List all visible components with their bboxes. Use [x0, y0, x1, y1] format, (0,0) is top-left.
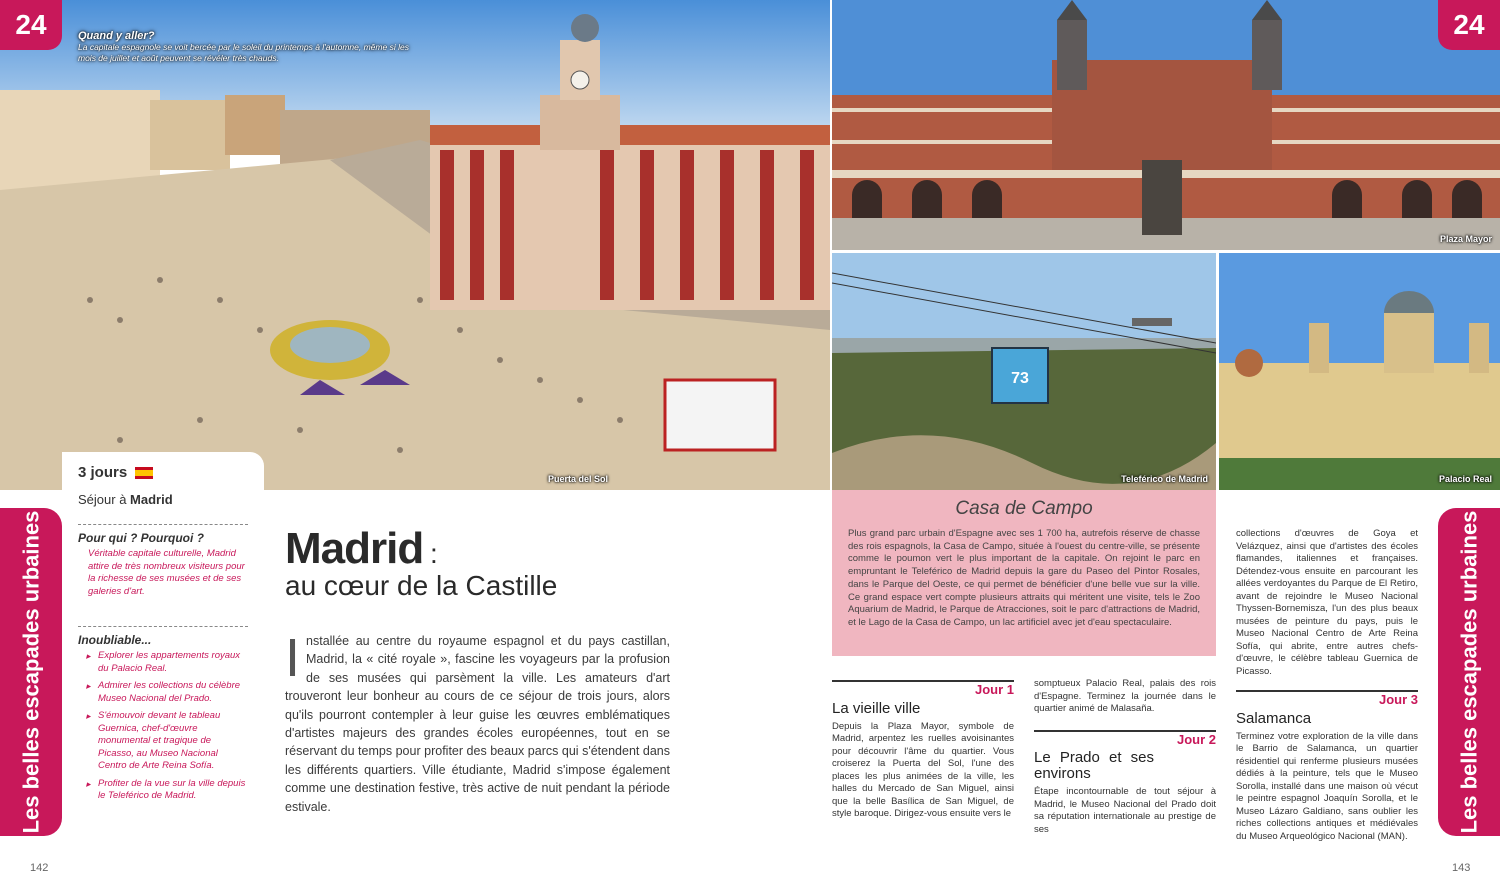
drop-cap: I — [285, 628, 301, 688]
list-item: ▸ Admirer les collections du célèbre Museo Nacional del Prado. — [78, 680, 248, 705]
divider — [78, 524, 248, 525]
trip-subtitle-city: Madrid — [130, 492, 173, 507]
page-title — [285, 524, 685, 574]
trip-duration-label: 3 jours — [78, 464, 128, 481]
day2-label: Jour 2 — [1034, 730, 1216, 747]
for-whom-text: Véritable capitale culturelle, Madrid attire de très nombreux visiteurs pour la richesse de ses musées et de ses galeries d'art. — [88, 548, 245, 597]
when-to-go-title: Quand y aller? — [78, 30, 155, 42]
article-title — [285, 524, 685, 602]
photo-palacio-real — [1219, 253, 1500, 490]
day2-title: Le Prado et ses environs — [1034, 749, 1154, 782]
trip-subtitle-prefix: Séjour à — [78, 492, 131, 507]
day1-label: Jour 1 — [832, 680, 1014, 697]
trip-subtitle — [78, 492, 173, 507]
photo-teleferico — [832, 253, 1216, 490]
photo-plaza-mayor — [832, 0, 1500, 250]
unforgettable-list — [78, 650, 248, 803]
day1-column — [832, 680, 1014, 821]
day2-text: Étape incontournable de tout séjour à Madrid, le Museo Nacional del Prado doit sa réputation internationale au prestige de ses — [1034, 786, 1216, 835]
day1-title: La vieille ville — [832, 699, 921, 717]
photo-puerta-del-sol — [0, 0, 830, 490]
title-city: Madrid — [285, 524, 424, 573]
chapter-badge-left: 24 — [0, 0, 62, 50]
trip-info — [62, 452, 264, 492]
chapter-badge-right: 24 — [1438, 0, 1500, 50]
title-colon: : — [423, 538, 437, 569]
day1-text-continued: somptueux Palacio Real, palais des rois d'Espagne. Terminez la journée dans le quartier animé de Malasaña. — [1034, 678, 1216, 714]
trip-duration — [78, 464, 264, 481]
unforgettable-title: Inoubliable... — [78, 633, 152, 647]
day3-column — [1236, 528, 1418, 843]
page-number-left: 142 — [30, 862, 49, 874]
photo-caption-puerta-del-sol: Puerta del Sol — [547, 474, 608, 484]
casa-de-campo-box — [832, 490, 1216, 656]
casa-de-campo-text: Plus grand parc urbain d'Espagne avec ses 1 700 ha, autrefois réserve de chasse des rois espagnols, la Casa de Campo, située à l'ouest du centre-ville, se présente comme le poumon vert le plus important de la capitale. On rejoint le parc en empruntant le Teleférico de Madrid depuis la gare du Paseo del Pintor Rosales, dans le Parque del Oeste, ce qui permet de bénéficier d'une belle vue sur la ville. Ce grand espace vert compte plusieurs attraits qui méritent une visite, tels le Zoo Aquarium de Madrid, le Parque de Atracciones, soit le parc d'attractions de Madrid, et le Lago de la Casa de Campo, un lac artificiel avec jet d'eau spectaculaire. — [848, 528, 1200, 628]
page-number-right: 143 — [1452, 862, 1471, 874]
for-whom-title: Pour qui ? Pourquoi ? — [78, 531, 204, 545]
section-tab-left — [0, 508, 62, 836]
photo-caption-teleferico: Teleférico de Madrid — [1121, 474, 1208, 484]
photo-caption-plaza-mayor: Plaza Mayor — [1439, 234, 1492, 244]
list-item: ▸ Profiter de la vue sur la ville depuis le Teleférico de Madrid. — [78, 778, 248, 803]
casa-de-campo-title: Casa de Campo — [955, 498, 1093, 519]
when-to-go-text: La capitale espagnole se voit bercée par le soleil du printemps à l'automne, même si les mois de juillet et août peuvent se révéler très chauds. — [78, 42, 409, 63]
spain-flag-icon — [135, 467, 153, 479]
intro-paragraph — [285, 628, 670, 816]
day3-title: Salamanca — [1236, 709, 1312, 727]
day2-text-continued: collections d'œuvres de Goya et Velázquez, ainsi que d'artistes des écoles flamandes, italiennes et françaises. Détendez-vous ensuite en parcourant les allées verdoyantes du Parque de El Retiro, avant de rejoindre le Museo Nacional Thyssen-Bornemisza, l'un des plus beaux musées de peinture du pays, puis le Museo Nacional Centro de Arte Reina Sofía, qui abrite, entre autres chefs-d'œuvre, le célèbre tableau Guernica de Picasso. — [1236, 528, 1418, 677]
divider — [78, 626, 248, 627]
section-tab-right — [1438, 508, 1500, 836]
cable-car-number: 73 — [1011, 370, 1029, 387]
day1-text: Depuis la Plaza Mayor, symbole de Madrid, arpentez les ruelles avoisinantes pour découvrir l'âme du quartier. Vous croiserez la Puerta del Sol, l'une des places les plus animées de la ville, les halles du Mercado de San Miguel, ainsi que la belle Basílica de San Miguel, de style baroque. Dirigez-vous ensuite vers le — [832, 720, 1014, 819]
unforgettable-box — [78, 626, 248, 808]
when-to-go — [78, 30, 418, 64]
list-item: ▸ S'émouvoir devant le tableau Guernica, chef-d'œuvre monumental et tragique de Picasso, au Museo Nacional Centro de Arte Reina Sofía. — [78, 710, 248, 773]
photo-caption-palacio-real: Palacio Real — [1438, 474, 1492, 484]
intro-text: nstallée au centre du royaume espagnol et du pays castillan, Madrid, la « cité royale », fascine les voyageurs par la profusion de ses musées qui parsèment la ville. Les amateurs d'art trouveront leur bonheur au cours de ce séjour de trois jours, alors qu'ils pourront contempler à leur guise les œuvres emblématiques d'artistes majeurs des grandes écoles européennes, tout en se réservant du temps pour profiter des beaux parcs qui s'étendent dans les différents quartiers. Ville étudiante, Madrid s'impose également comme une destination festive, très active de nuit pendant la période estivale. — [285, 634, 670, 814]
section-tab-label: Les belles escapades urbaines — [18, 510, 43, 834]
for-whom-box — [78, 524, 248, 598]
day3-label: Jour 3 — [1236, 690, 1418, 707]
list-item: ▸ Explorer les appartements royaux du Palacio Real. — [78, 650, 248, 675]
section-tab-label: Les belles escapades urbaines — [1456, 510, 1481, 834]
page-subtitle: au cœur de la Castille — [285, 570, 558, 601]
day2-column — [1034, 678, 1216, 836]
day3-text: Terminez votre exploration de la ville dans le Barrio de Salamanca, un quartier résidentiel qui renferme plusieurs musées dédiés à la peinture, tels que le Museo Sorolla, installé dans une maison où vécut le peintre espagnol Joaquín Sorolla, et le Museo Lázaro Galdiano, sans oublier les riches collections antiques et médiévales du Museo Arqueológico Nacional (MAN). — [1236, 730, 1418, 842]
